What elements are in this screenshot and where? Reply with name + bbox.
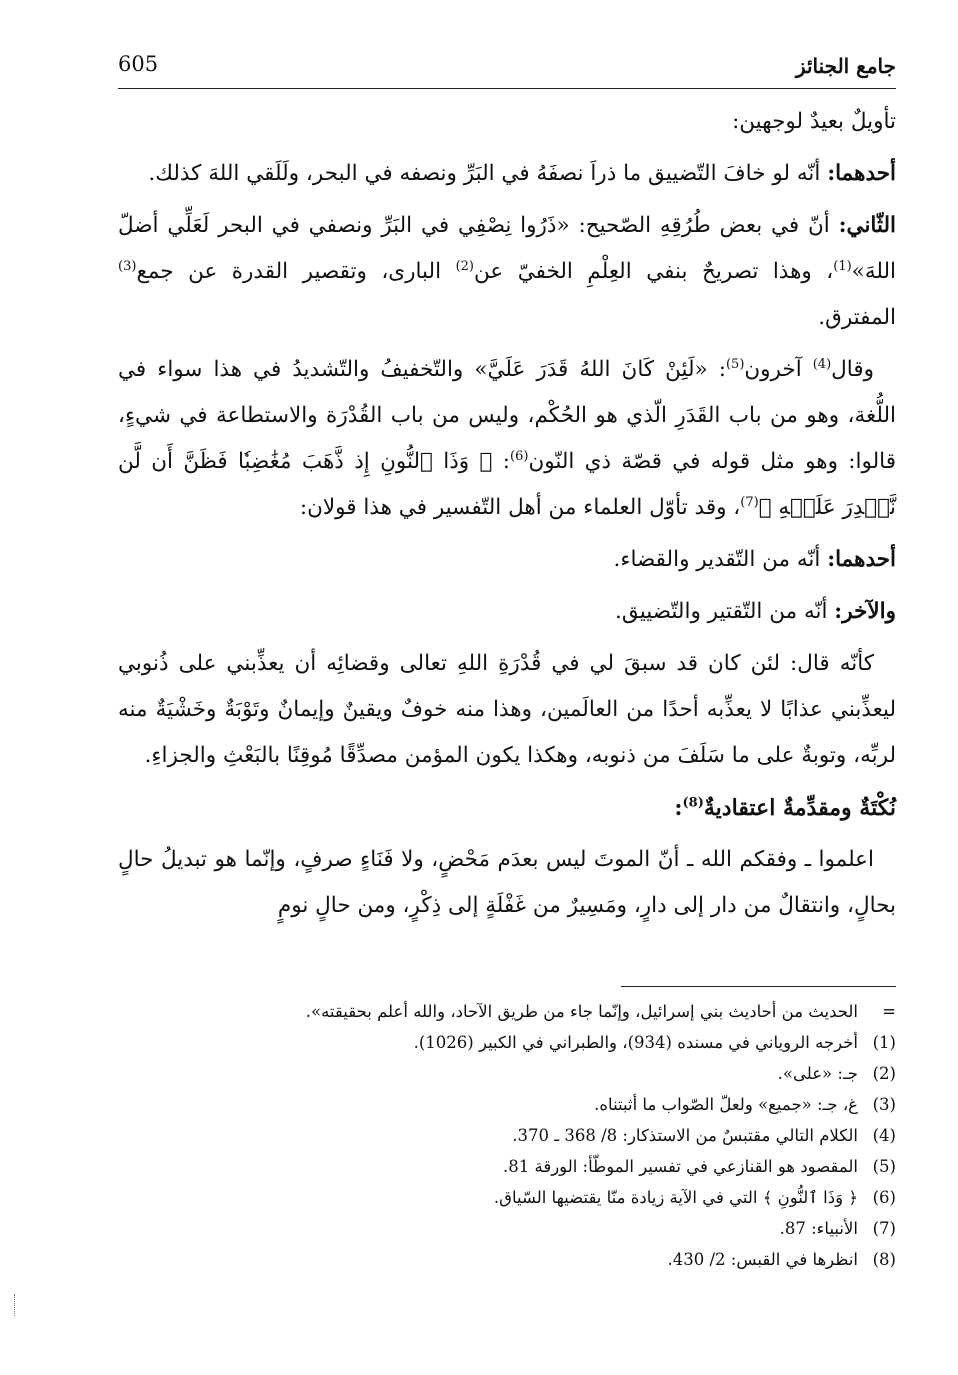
footnote-text: أخرجه الروياني في مسنده (934)، والطبراني في الكبير (1026). xyxy=(413,1033,858,1052)
paragraph-text: اعلموا ـ وفقكم الله ـ أنّ الموتَ ليس بعدَم مَحْضٍ، ولا فَنَاءٍ صرفٍ، وإنّما هو تبديلُ حالٍ بحالٍ، وانتقالٌ من دار إلى دارٍ، ومَسِيرٌ من غَفْلَةٍ إلى ذِكْرٍ، ومن حالٍ نومٍ xyxy=(118,847,896,918)
page xyxy=(118,40,896,935)
paragraph-text: أنّ في بعض طُرُقِهِ الصّحيح: «ذَرُوا نِصْفِي في البَرِّ ونصفي في البحر لَعَلِّي أضلّ اللهَ» xyxy=(118,213,896,284)
footnote-number: (5) xyxy=(872,1157,896,1176)
footnote-item xyxy=(118,1089,896,1120)
paragraph-text: تأويلٌ بعيدٌ لوجهين: xyxy=(732,109,896,134)
footnote-text: جـ: «على». xyxy=(777,1064,858,1083)
footnotes-section xyxy=(118,986,896,1275)
footnote-number: (1) xyxy=(872,1033,896,1052)
footnote-text: الكلام التالي مقتبسٌ من الاستذكار: 8/ 368 ـ 370. xyxy=(512,1126,858,1145)
paragraph-text: ، وقد تأوّل العلماء من أهل التّفسير في هذا قولان: xyxy=(299,495,741,520)
scan-artifact-mark xyxy=(14,1294,19,1316)
paragraph-text: آخرون xyxy=(744,357,813,382)
paragraph-opinion-one xyxy=(118,537,896,583)
continuation-marker: = xyxy=(882,1002,896,1021)
footnote-text: المقصود هو القنازعي في تفسير الموطّأ: الورقة 81. xyxy=(502,1157,858,1176)
footnote-list xyxy=(118,986,896,1275)
footnote-item xyxy=(118,1027,896,1058)
footnote-continuation xyxy=(118,996,896,1027)
bold-label: والآخر: xyxy=(834,599,896,624)
paragraph-text: البارى، وتقصير القدرة عن جمع xyxy=(136,259,456,284)
section-heading xyxy=(118,785,896,831)
footnote-ref: (5) xyxy=(725,356,745,372)
footnote-number: (2) xyxy=(872,1064,896,1083)
footnote-item xyxy=(118,1244,896,1275)
footnote-ref: (3) xyxy=(118,258,137,274)
running-title: جامع الجنائز xyxy=(795,54,896,78)
paragraph-first-reason xyxy=(118,151,896,197)
paragraph-text: أنّه من التّقدير والقضاء. xyxy=(613,547,821,572)
footnote-item xyxy=(118,1182,896,1213)
bold-label: أحدهما: xyxy=(827,161,896,186)
footnote-item xyxy=(118,1151,896,1182)
footnote-divider xyxy=(621,986,896,987)
bold-label: الثّاني: xyxy=(838,213,896,238)
main-text xyxy=(118,99,896,929)
paragraph-text: وقال xyxy=(831,357,874,382)
paragraph-others-said xyxy=(118,347,896,531)
paragraph-text: ، وهذا تصريحٌ بنفي العِلْمِ الخفيّ عن xyxy=(474,259,834,284)
footnote-item xyxy=(118,1058,896,1089)
bold-label: أحدهما: xyxy=(827,547,896,572)
footnote-item xyxy=(118,1120,896,1151)
footnote-ref: (4) xyxy=(812,356,832,372)
footnote-ref: (8) xyxy=(682,795,704,811)
footnote-text: الحديث من أحاديث بني إسرائيل، وإنّما جاء من طريق الآحاد، والله أعلم بحقيقته». xyxy=(305,1002,858,1021)
paragraph-explanation xyxy=(118,641,896,779)
footnote-ref: (2) xyxy=(455,258,474,274)
page-header xyxy=(118,40,896,89)
quran-quote: : ﴿ وَذَا ٱلنُّونِ إِذ ذَّهَبَ مُغَٰضِبٗا فَظَنَّ أَن لَّن نَّقۡدِرَ عَلَيۡهِ ﴾ xyxy=(118,449,896,520)
footnote-text: ﴿ وَذَا ٱلنُّونِ ﴾ التي في الآية زيادة منّا يقتضيها السّياق. xyxy=(493,1188,858,1207)
footnote-number: (3) xyxy=(872,1095,896,1114)
heading-text: نُكْتَةٌ ومقدِّمةٌ اعتقاديةٌ xyxy=(703,795,896,821)
paragraph-text: كأنّه قال: لئن كان قد سبقَ لي في قُدْرَةِ اللهِ تعالى وقضائِه أن يعذِّبني على ذُنوبي ليعذِّبني عذابًا لا يعذِّبه أحدًا من العالَمين، وهذا منه خوفٌ ويقينٌ وإيمانٌ وتَوْبَةٌ وخَشْيَةٌ منه لربِّه، وتوبةٌ على ما سَلَفَ من ذنوبه، وهكذا يكون المؤمن مصدِّقًا مُوقِنًا بالبَعْثِ والجزاءِ. xyxy=(118,651,896,768)
footnote-number: (7) xyxy=(872,1219,896,1238)
footnote-item xyxy=(118,1213,896,1244)
paragraph-intro xyxy=(118,99,896,145)
footnote-ref: (7) xyxy=(740,494,759,510)
footnote-text: الأنبياء: 87. xyxy=(779,1219,858,1238)
paragraph-second-reason xyxy=(118,203,896,341)
heading-colon: : xyxy=(674,795,683,821)
page-number: 605 xyxy=(118,52,159,76)
paragraph-text: : «لَئِنْ كَانَ اللهُ قَدَرَ عَلَيَّ» والتّخفيفُ والتّشديدُ في هذا سواء في اللُّغة، وهو من باب القَدَرِ الّذي هو الحُكْم، وليس من باب القُدْرَة والاستطاعة في شيءٍ، قالوا: وهو مثل قوله في قصّة ذي النّون xyxy=(118,357,896,474)
footnote-text: غ، جـ: «جميع» ولعلّ الصّواب ما أثبتناه. xyxy=(594,1095,858,1114)
paragraph-text: أنّه لو خافَ التّضييق ما ذراَ نصفَهُ في البَرِّ ونصفه في البحر، ولَلَقي اللهَ كذلك. xyxy=(148,161,821,186)
footnote-number: (8) xyxy=(872,1250,896,1269)
paragraph-text: المفترق. xyxy=(818,305,896,330)
footnote-ref: (6) xyxy=(510,448,529,464)
paragraph-text: أنّه من التّقتير والتّضييق. xyxy=(615,599,828,624)
footnote-number: (6) xyxy=(872,1188,896,1207)
footnote-ref: (1) xyxy=(833,258,852,274)
paragraph-death-intro xyxy=(118,837,896,929)
footnote-text: انظرها في القبس: 2/ 430. xyxy=(667,1250,858,1269)
paragraph-opinion-two xyxy=(118,589,896,635)
footnote-number: (4) xyxy=(872,1126,896,1145)
